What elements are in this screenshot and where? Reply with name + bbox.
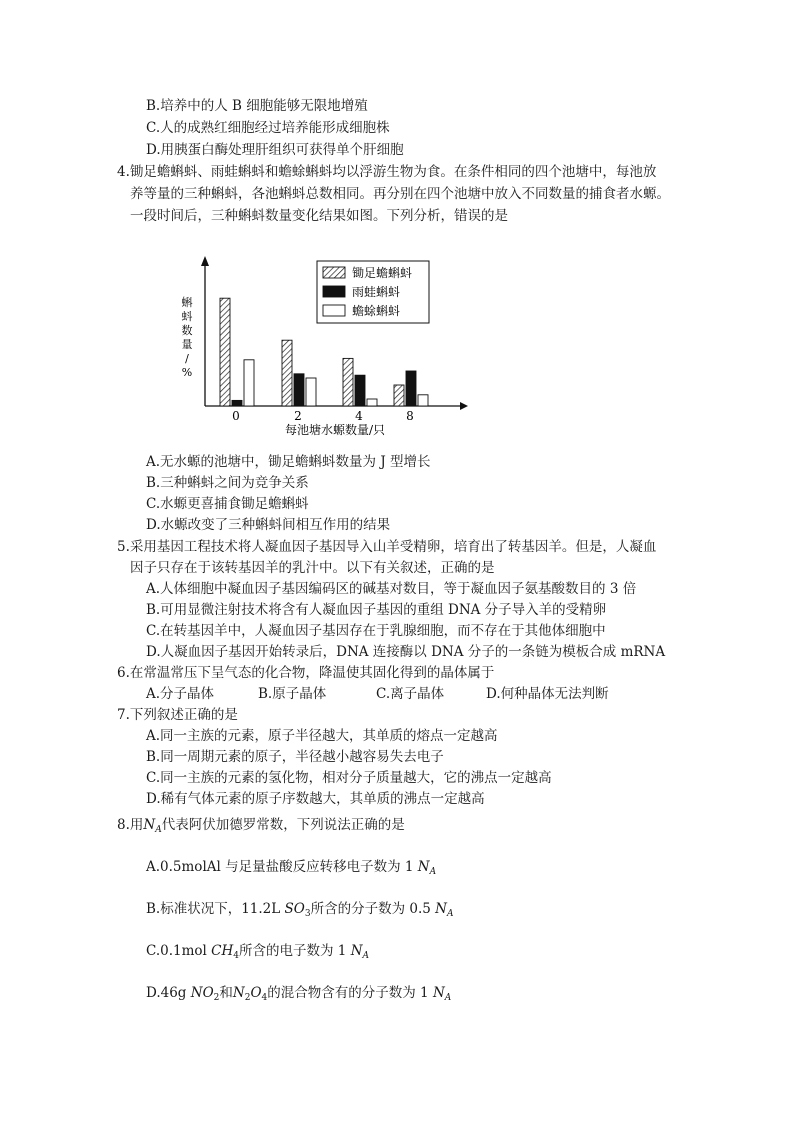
q5-option-b: B.可用显微注射技术将含有人凝血因子基因的重组 DNA 分子导入羊的受精卵 xyxy=(146,602,607,618)
bar-2-4 xyxy=(367,399,377,406)
q4-stem-line2: 养等量的三种蝌蚪，各池蝌蚪总数相同。再分别在四个池塘中放入不同数量的捕食者水螈。 xyxy=(130,186,670,202)
bar-0-8 xyxy=(394,385,404,406)
y-axis-arrow xyxy=(201,256,209,266)
bar-0-0 xyxy=(220,298,230,406)
q4-option-a: A.无水螈的池塘中，锄足蟾蝌蚪数量为 J 型增长 xyxy=(146,454,431,470)
bar-0-2 xyxy=(282,340,292,406)
bar-2-0 xyxy=(244,360,254,406)
chart-legend xyxy=(317,261,429,323)
q5-stem-line1: 5.采用基因工程技术将人凝血因子基因导入山羊受精卵，培育出了转基因羊。但是，人凝血 xyxy=(117,539,657,555)
legend-label: 蟾蜍蝌蚪 xyxy=(352,304,401,318)
q5-option-a: A.人体细胞中凝血因子基因编码区的碱基对数目，等于凝血因子氨基酸数目的 3 倍 xyxy=(146,581,637,597)
q4-option-d: D.水螈改变了三种蝌蚪间相互作用的结果 xyxy=(146,517,391,533)
q7-option-b: B.同一周期元素的原子，半径越小越容易失去电子 xyxy=(146,749,444,765)
q5-stem-line2: 因子只存在于该转基因羊的乳汁中。以下有关叙述，正确的是 xyxy=(130,560,495,576)
q6-option-b: B.原子晶体 xyxy=(258,686,327,702)
bar-1-2 xyxy=(294,374,304,406)
x-axis-label: 每池塘水螈数量/只 xyxy=(284,423,386,437)
q4-stem-line3: 一段时间后，三种蝌蚪数量变化结果如图。下列分析，错误的是 xyxy=(130,208,508,224)
bar-0-4 xyxy=(343,358,353,406)
bar-1-0 xyxy=(232,400,242,406)
bar-2-8 xyxy=(418,395,428,406)
legend-swatch xyxy=(323,305,345,316)
legend-label: 锄足蟾蝌蚪 xyxy=(352,266,413,280)
q6-option-d: D.何种晶体无法判断 xyxy=(486,686,609,702)
q6-options xyxy=(146,685,609,703)
q5-option-d: D.人凝血因子基因开始转录后，DNA 连接酶以 DNA 分子的一条链为模板合成 mRNA xyxy=(146,644,666,660)
bar-2-2 xyxy=(306,378,316,406)
q4-option-c: C.水螈更喜捕食锄足蟾蝌蚪 xyxy=(146,496,309,512)
x-tick-label: 0 xyxy=(232,409,240,423)
x-tick-label: 8 xyxy=(406,409,414,423)
x-tick-label: 4 xyxy=(355,409,363,423)
q6-option-a: A.分子晶体 xyxy=(146,686,215,702)
bar-1-4 xyxy=(355,375,365,406)
q4-option-b: B.三种蝌蚪之间为竞争关系 xyxy=(146,475,309,491)
q8-option-d: D.46g $NO_2$和$N_2O_4$的混合物含有的分子数为 1 $N_A$ xyxy=(146,985,452,1003)
x-axis-arrow xyxy=(460,402,468,410)
q3-option-c: C.人的成熟红细胞经过培养能形成细胞株 xyxy=(146,120,390,136)
q6-stem: 6.在常温常压下呈气态的化合物，降温使其固化得到的晶体属于 xyxy=(117,665,495,681)
q6-option-c: C.离子晶体 xyxy=(376,686,445,702)
q4-stem-line1: 4.锄足蟾蝌蚪、雨蛙蝌蚪和蟾蜍蝌蚪均以浮游生物为食。在条件相同的四个池塘中，每池放 xyxy=(117,164,657,180)
legend-swatch xyxy=(323,267,345,278)
q5-option-c: C.在转基因羊中，人凝血因子基因存在于乳腺细胞，而不存在于其他体细胞中 xyxy=(146,623,606,639)
q7-option-d: D.稀有气体元素的原子序数越大，其单质的沸点一定越高 xyxy=(146,791,485,807)
q3-option-d: D.用胰蛋白酶处理肝组织可获得单个肝细胞 xyxy=(146,142,404,158)
q8-stem: 8.用$N_A$代表阿伏加德罗常数，下列说法正确的是 xyxy=(117,817,405,835)
x-tick-label: 2 xyxy=(294,409,302,423)
q8-option-c: C.0.1mol $CH_4$所含的电子数为 1 $N_A$ xyxy=(146,943,369,961)
q7-option-a: A.同一主族的元素，原子半径越大，其单质的熔点一定越高 xyxy=(146,728,498,744)
y-axis-label: 蝌蚪数量/ % xyxy=(181,296,193,379)
q7-stem: 7.下列叙述正确的是 xyxy=(117,707,238,723)
tadpole-bar-chart xyxy=(160,248,470,443)
bar-1-8 xyxy=(406,371,416,406)
legend-swatch xyxy=(323,286,345,297)
legend-label: 雨蛙蝌蚪 xyxy=(352,285,401,299)
q3-option-b: B.培养中的人 B 细胞能够无限地增殖 xyxy=(146,98,368,114)
q7-option-c: C.同一主族的元素的氢化物，相对分子质量越大，它的沸点一定越高 xyxy=(146,770,552,786)
q8-option-a: A.0.5molAl 与足量盐酸反应转移电子数为 1 $N_A$ xyxy=(146,859,437,877)
q8-option-b: B.标准状况下，11.2L $SO_3$所含的分子数为 0.5 $N_A$ xyxy=(146,901,454,919)
